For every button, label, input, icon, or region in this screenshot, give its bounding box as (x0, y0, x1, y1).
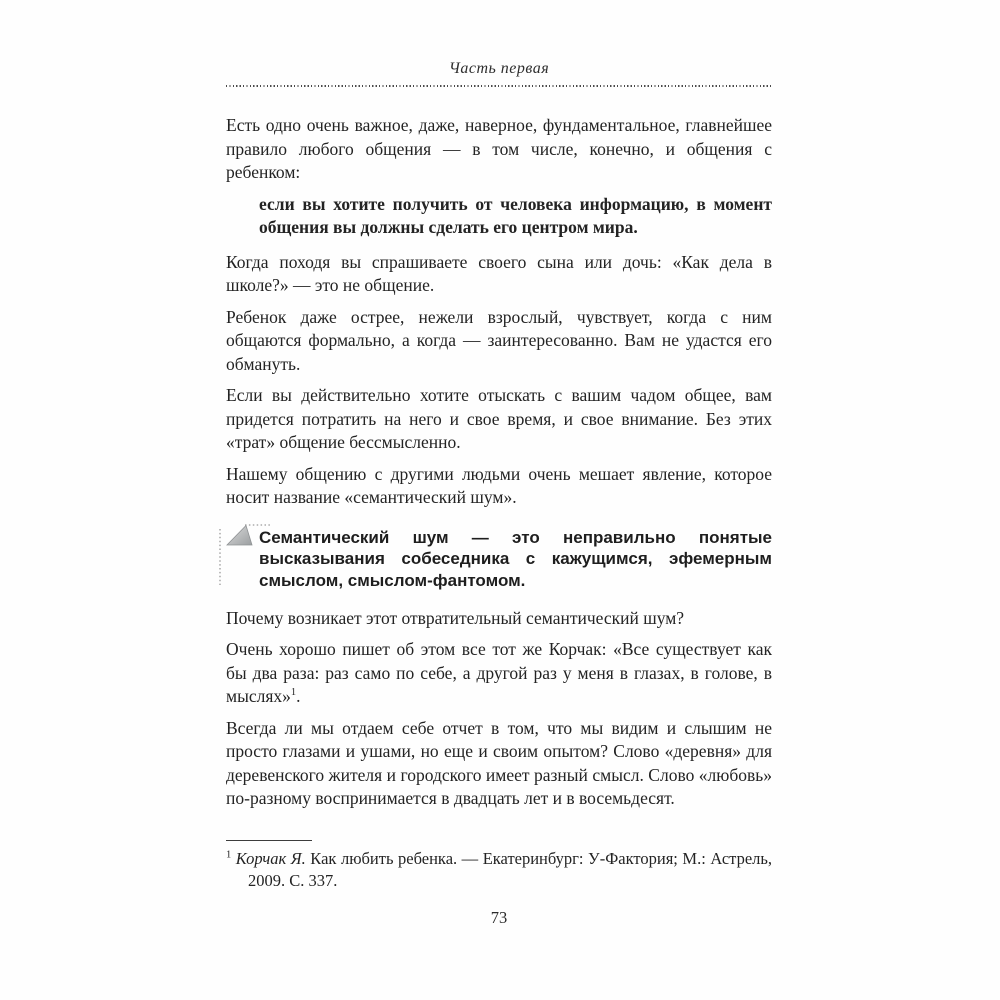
footnote-marker: 1 (226, 849, 232, 861)
footnote-rule (226, 840, 312, 841)
body-paragraph: Почему возникает этот отвратительный семантический шум? (226, 607, 685, 628)
paragraph-text: Очень хорошо пишет об этом все тот же Корчак: «Все существует как бы два раза: раз само по себе, а другой раз у меня в глазах, в голове, в мыслях» (226, 639, 772, 707)
body-paragraph: Есть одно очень важное, даже, наверное, фундаментальное, главнейшее правило любого общения — в том числе, конечно, и общения с ребенком: (226, 115, 772, 182)
running-head: Часть первая (448, 60, 550, 77)
body-paragraph: Нашему общению с другими людьми очень мешает явление, которое носит название «семантический шум». (226, 463, 772, 507)
footnote-area (226, 840, 772, 891)
header-dotted-rule (226, 85, 772, 87)
callout-note (226, 527, 772, 592)
footnote (226, 848, 772, 891)
body-paragraph: Ребенок даже острее, нежели взрослый, чувствует, когда с ним общаются формально, а когда — заинтересованно. Вам не удастся его обмануть. (226, 306, 772, 374)
footnote-author: Корчак Я. (235, 849, 306, 868)
footnote-text: Как любить ребенка. — Екатеринбург: У-Фактория; М.: Астрель, 2009. С. 337. (248, 849, 773, 890)
body-paragraph (226, 638, 772, 709)
footnote-reference-superscript: 1 (290, 687, 297, 699)
paragraph-text: . (296, 686, 301, 707)
callout-text: Семантический шум — это неправильно понятые высказывания собеседника с кажущимся, эфемерным смыслом, смыслом-фантомом. (259, 527, 772, 591)
page-number: 73 (490, 908, 508, 927)
body-paragraph: Когда походя вы спрашиваете своего сына или дочь: «Как дела в школе?» — это не общение. (226, 251, 772, 295)
pull-quote: если вы хотите получить от человека информацию, в момент общения вы должны сделать его центром мира. (259, 193, 772, 237)
body-paragraph: Если вы действительно хотите отыскать с вашим чадом общее, вам придется потратить на него и свое время, и свое внимание. Без этих «трат» общение бессмысленно. (226, 385, 772, 452)
text-column (226, 60, 772, 819)
body-paragraph: Всегда ли мы отдаем себе отчет в том, что мы видим и слышим не просто глазами и ушами, но еще и своим опытом? Слово «деревня» для деревенского жителя и городского имеет разный смысл. Слово «любовь» по-разному воспринимается в двадцать лет и в восемьдесят. (226, 717, 772, 809)
folded-page-corner-icon (214, 518, 274, 592)
